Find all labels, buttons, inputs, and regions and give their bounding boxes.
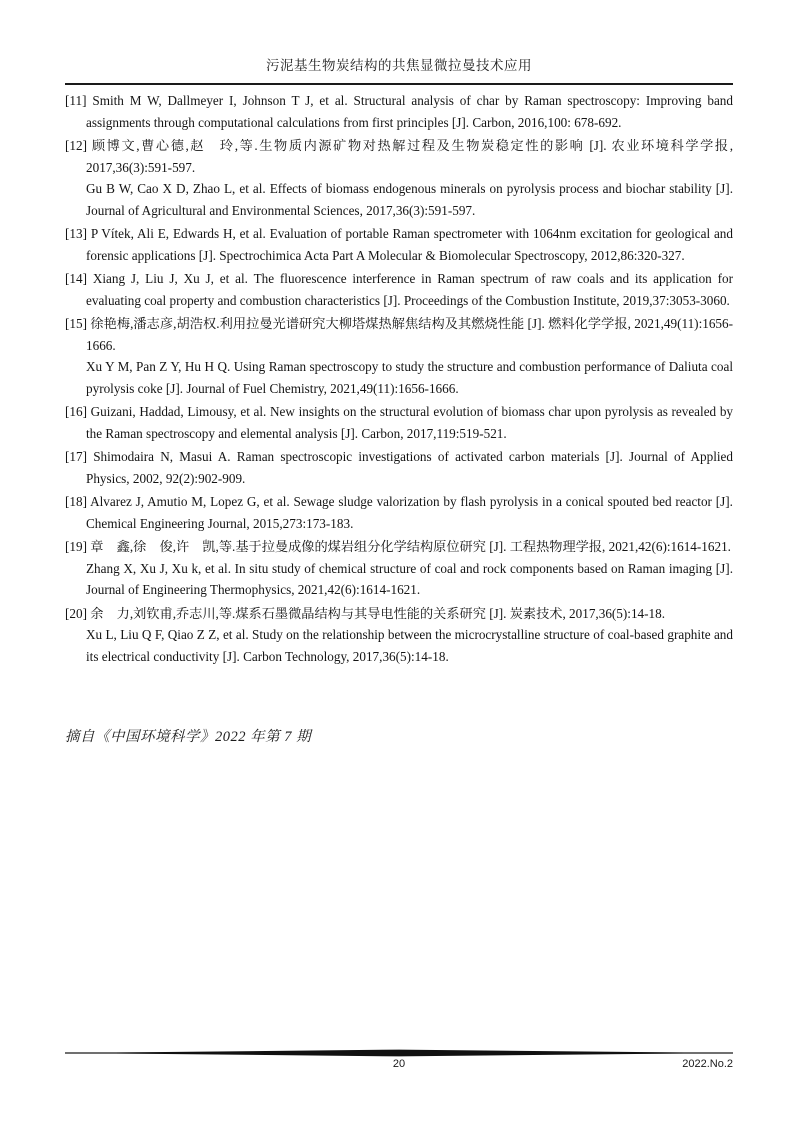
page-number: 20: [392, 1058, 406, 1070]
reference-label: [18]: [65, 494, 87, 509]
reference-text: Guizani, Haddad, Limousy, et al. New insights on the structural evolution of biomass char upon pyrolysis as revealed by the Raman spectroscopy and elemental analysis [J]. Carbon, 2017,119:519-521.: [86, 404, 734, 441]
reference-label: [13]: [65, 226, 87, 241]
reference-item: [65, 491, 733, 534]
reference-label: [15]: [65, 316, 87, 331]
reference-item: [65, 603, 733, 668]
reference-text: 余 力,刘钦甫,乔志川,等.煤系石墨微晶结构与其导电性能的关系研究 [J]. 炭素技术, 2017,36(5):14-18.: [90, 605, 666, 621]
reference-translation: Xu Y M, Pan Z Y, Hu H Q. Using Raman spectroscopy to study the structure and combustion performance of Daliuta coal pyrolysis coke [J]. Journal of Fuel Chemistry, 2021,49(11):1656-1666.: [86, 359, 733, 396]
reference-text: 顾博文,曹心德,赵 玲,等.生物质内源矿物对热解过程及生物炭稳定性的影响 [J]. 农业环境科学学报, 2017,36(3):591-597.: [86, 138, 734, 175]
reference-text: Shimodaira N, Masui A. Raman spectroscopic investigations of activated carbon materials [J]. Journal of Applied Physics, 2002, 92(2):902-909.: [86, 449, 733, 486]
reference-label: [20]: [65, 605, 87, 621]
reference-translation: Zhang X, Xu J, Xu k, et al. In situ study of chemical structure of coal and rock components based on Raman imaging [J]. Journal of Engineering Thermophysics, 2021,42(6):1614-1621.: [86, 560, 733, 597]
reference-label: [19]: [65, 539, 87, 554]
reference-item: [65, 401, 733, 444]
reference-item: [65, 268, 733, 311]
footer-rule: [65, 1049, 733, 1057]
page-header: [65, 0, 733, 85]
source-note: 摘自《中国环境科学》2022 年第 7 期: [65, 729, 312, 745]
reference-item: [65, 135, 733, 221]
reference-item: [65, 90, 733, 133]
running-head-title: 污泥基生物炭结构的共焦显微拉曼技术应用: [266, 58, 532, 73]
reference-translation: Xu L, Liu Q F, Qiao Z Z, et al. Study on the relationship between the microcrystalline structure of coal-based graphite and its electrical conductivity [J]. Carbon Technology, 2017,36(5):14-18.: [86, 627, 733, 664]
reference-text: P Vítek, Ali E, Edwards H, et al. Evaluation of portable Raman spectrometer with 1064nm excitation for geological and forensic applications [J]. Spectrochimica Acta Part A Molecular & Biomolecular Spectroscopy, 2012,86:320-327.: [86, 226, 733, 263]
reference-label: [17]: [65, 449, 87, 464]
issue-label: 2022.No.2: [682, 1058, 733, 1070]
reference-text: 章 鑫,徐 俊,许 凯,等.基于拉曼成像的煤岩组分化学结构原位研究 [J]. 工程热物理学报, 2021,42(6):1614-1621.: [90, 539, 731, 554]
reference-item: [65, 223, 733, 266]
document-page: [65, 0, 733, 1122]
footer-rule-taper: [65, 1049, 733, 1057]
reference-label: [16]: [65, 404, 87, 419]
reference-text: Alvarez J, Amutio M, Lopez G, et al. Sewage sludge valorization by flash pyrolysis in a conical spouted bed reactor [J]. Chemical Engineering Journal, 2015,273:173-183.: [86, 494, 733, 531]
reference-label: [11]: [65, 93, 87, 108]
reference-text: Smith M W, Dallmeyer I, Johnson T J, et al. Structural analysis of char by Raman spectroscopy: Improving band assignments through computational calculations from first principles [J]. Carbon, 2016,100: 678-692.: [86, 93, 733, 130]
reference-item: [65, 313, 733, 399]
reference-item: [65, 536, 733, 601]
reference-text: 徐艳梅,潘志彦,胡浩权.利用拉曼光谱研究大柳塔煤热解焦结构及其燃烧性能 [J]. 燃料化学学报, 2021,49(11):1656-1666.: [86, 316, 734, 353]
references-list: [65, 90, 733, 667]
reference-label: [14]: [65, 271, 87, 286]
reference-translation: Gu B W, Cao X D, Zhao L, et al. Effects of biomass endogenous minerals on pyrolysis process and biochar stability [J]. Journal of Agricultural and Environmental Sciences, 2017,36(3):591-597.: [86, 181, 733, 218]
reference-text: Xiang J, Liu J, Xu J, et al. The fluorescence interference in Raman spectrum of raw coals and its application for evaluating coal property and combustion characteristics [J]. Proceedings of the Combustion Institute, 2019,37:3053-3060.: [86, 271, 733, 308]
reference-item: [65, 446, 733, 489]
reference-label: [12]: [65, 138, 87, 153]
